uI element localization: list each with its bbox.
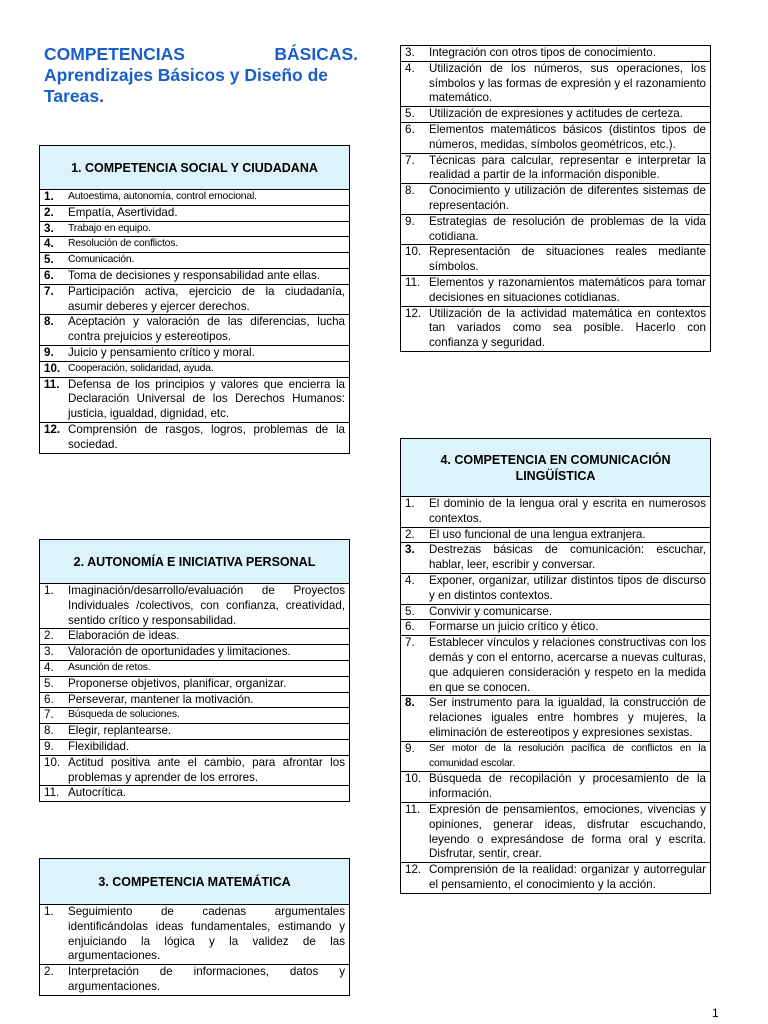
list-item — [401, 154, 710, 185]
list-item — [40, 315, 349, 346]
item-number: 1. — [44, 190, 54, 203]
item-text: Trabajo en equipo. — [68, 222, 151, 234]
item-text: Elegir, replantearse. — [68, 724, 172, 738]
list-item — [40, 629, 349, 645]
item-text: Perseverar, mantener la motivación. — [68, 692, 254, 706]
box-list — [40, 584, 349, 801]
item-number: 5. — [44, 253, 54, 267]
item-text: Formarse un juicio crítico y ético. — [429, 620, 599, 634]
item-text: Ser motor de la resolución pacífica de conflictos en la comunidad escolar. — [429, 742, 706, 769]
title-subtitle: Aprendizajes Básicos y Diseño de Tareas. — [44, 65, 328, 106]
list-item — [40, 362, 349, 378]
list-item — [401, 803, 710, 863]
item-number: 7. — [405, 153, 415, 167]
list-item — [40, 786, 349, 801]
item-text: Convivir y comunicarse. — [429, 604, 553, 618]
box-header: 1. COMPETENCIA SOCIAL Y CIUDADANA — [40, 146, 349, 190]
item-text: Flexibilidad. — [68, 739, 130, 753]
item-text: Valoración de oportunidades y limitaciones. — [68, 645, 291, 659]
item-text: Participación activa, ejercicio de la ciudadanía, asumir deberes y ejercer derechos. — [68, 284, 345, 313]
item-text: Integración con otros tipos de conocimiento. — [429, 46, 656, 59]
list-item — [401, 620, 710, 636]
item-number: 8. — [405, 696, 415, 710]
box-linguistica — [400, 438, 711, 894]
item-text: Técnicas para calcular, representar e interpretar la realidad a partir de la información disponible. — [429, 153, 706, 182]
box-list — [401, 497, 710, 893]
item-number: 8. — [44, 315, 54, 329]
item-number: 2. — [44, 965, 54, 979]
item-number: 12. — [405, 863, 422, 877]
item-text: Utilización de la actividad matemática en contextos tan variados como sea posible. Hacerlo con confianza y seguridad. — [429, 306, 706, 350]
list-item — [40, 253, 349, 269]
list-item — [40, 190, 349, 206]
list-item — [40, 965, 349, 995]
item-number: 2. — [44, 205, 54, 219]
item-number: 4. — [44, 237, 54, 251]
item-number: 3. — [44, 645, 54, 659]
item-text: Defensa de los principios y valores que encierra la Declaración Universal de los Derechos Humanos: justicia, igualdad, dignidad, etc. — [68, 377, 345, 421]
item-number: 9. — [405, 741, 415, 755]
item-number: 4. — [405, 573, 415, 587]
item-text: Comprensión de rasgos, logros, problemas de la sociedad. — [68, 422, 345, 451]
list-item — [40, 724, 349, 740]
item-text: Búsqueda de recopilación y procesamiento de la información. — [429, 772, 706, 801]
item-text: Destrezas básicas de comunicación: escuchar, hablar, leer, escribir y conversar. — [429, 543, 706, 572]
item-text: Imaginación/desarrollo/evaluación de Proyectos Individuales /colectivos, con confianza, creatividad, sentido crítico y responsabilidad. — [68, 584, 345, 627]
box-social — [39, 145, 350, 454]
list-item — [401, 636, 710, 696]
list-item — [401, 307, 710, 351]
item-text: Autoestima, autonomía, control emocional. — [68, 191, 257, 202]
item-text: Utilización de expresiones y actitudes de certeza. — [429, 107, 683, 121]
item-number: 1. — [44, 584, 54, 597]
list-item — [401, 528, 710, 544]
item-number: 8. — [405, 184, 415, 198]
list-item — [401, 605, 710, 621]
item-number: 9. — [405, 214, 415, 228]
item-text: Comunicación. — [68, 254, 135, 266]
box-autonomia — [39, 539, 350, 802]
item-number: 3. — [405, 543, 415, 557]
item-text: El dominio de la lengua oral y escrita en numerosos contextos. — [429, 497, 706, 525]
box-header: 4. COMPETENCIA EN COMUNICACIÓN LINGÜÍSTICA — [401, 439, 710, 497]
item-number: 1. — [405, 497, 415, 510]
item-text: Autocrítica. — [68, 786, 126, 800]
item-number: 12. — [44, 422, 61, 436]
list-item — [40, 661, 349, 677]
item-number: 10. — [405, 772, 422, 786]
box-header: 3. COMPETENCIA MATEMÁTICA — [40, 859, 349, 905]
list-item — [40, 269, 349, 285]
item-text: Establecer vínculos y relaciones constructivas con los demás y con el entorno, acercarse a nuevas culturas, que adquieren consideración y respeto en la medida en que se conocen. — [429, 636, 706, 694]
item-text: Actitud positiva ante el cambio, para afrontar los problemas y aprender de los errores. — [68, 755, 345, 784]
item-number: 4. — [44, 660, 54, 674]
item-number: 3. — [405, 46, 415, 59]
item-text: El uso funcional de una lengua extranjera. — [429, 527, 646, 541]
list-item — [401, 543, 710, 574]
list-item — [401, 123, 710, 154]
item-number: 10. — [44, 755, 61, 769]
list-item — [40, 708, 349, 724]
item-text: Ser instrumento para la igualdad, la construcción de relaciones iguales entre hombres y mujeres, la eliminación de estereotipos y expresiones sexistas. — [429, 696, 706, 739]
item-number: 7. — [405, 636, 415, 650]
list-item — [40, 423, 349, 453]
list-item — [401, 742, 710, 773]
item-number: 10. — [405, 245, 422, 259]
item-number: 8. — [44, 724, 54, 738]
item-text: Búsqueda de soluciones. — [68, 709, 180, 721]
list-item — [401, 497, 710, 528]
item-text: Representación de situaciones reales mediante símbolos. — [429, 245, 706, 274]
item-number: 5. — [405, 604, 415, 618]
list-item — [40, 378, 349, 423]
item-number: 11. — [44, 377, 60, 391]
item-text: Empatía, Asertividad. — [68, 205, 178, 219]
item-number: 7. — [44, 708, 54, 722]
item-text: Elementos y razonamientos matemáticos para tomar decisiones en situaciones cotidianas. — [429, 275, 706, 304]
item-number: 11. — [405, 275, 421, 289]
item-number: 5. — [44, 676, 54, 690]
list-item — [401, 107, 710, 123]
list-item — [401, 772, 710, 803]
list-item — [401, 863, 710, 893]
item-number: 11. — [44, 786, 60, 800]
list-item — [401, 276, 710, 307]
item-text: Interpretación de informaciones, datos y argumentaciones. — [68, 965, 345, 993]
item-text: Juicio y pensamiento crítico y moral. — [68, 345, 255, 359]
item-number: 1. — [44, 905, 54, 918]
item-number: 6. — [44, 268, 54, 282]
list-item — [401, 46, 710, 62]
list-item — [40, 693, 349, 709]
item-text: Conocimiento y utilización de diferentes sistemas de representación. — [429, 184, 706, 212]
item-number: 4. — [405, 61, 415, 75]
list-item — [40, 346, 349, 362]
list-item — [401, 245, 710, 276]
item-number: 3. — [44, 221, 54, 235]
list-item — [40, 584, 349, 629]
item-number: 9. — [44, 345, 54, 359]
item-text: Utilización de los números, sus operaciones, los símbolos y las formas de expresión y el razonamiento matemático. — [429, 61, 706, 105]
list-item — [40, 677, 349, 693]
item-text: Expresión de pensamientos, emociones, vivencias y opiniones, generar ideas, disfrutar escuchando, leyendo o expresándose de forma oral y escrita. Disfrutar, sentir, crear. — [429, 802, 706, 861]
item-text: Elaboración de ideas. — [68, 629, 180, 643]
list-item — [40, 740, 349, 756]
list-item — [40, 222, 349, 238]
list-item — [40, 645, 349, 661]
list-item — [401, 696, 710, 741]
list-item — [401, 62, 710, 107]
item-text: Estrategias de resolución de problemas de la vida cotidiana. — [429, 214, 706, 243]
title-word-2: BÁSICAS. — [274, 44, 358, 64]
box-matematica — [39, 858, 350, 996]
list-item — [40, 285, 349, 316]
box-matematica-cont — [400, 45, 711, 352]
item-number: 10. — [44, 361, 61, 375]
list-item — [40, 237, 349, 253]
list-item — [401, 215, 710, 246]
item-text: Asunción de retos. — [68, 661, 151, 673]
item-text: Seguimiento de cadenas argumentales identificándolas ideas fundamentales, estimando y enjuiciando la lógica y la validez de las argumentaciones. — [68, 905, 345, 963]
box-list — [40, 905, 349, 995]
item-number: 12. — [405, 306, 422, 320]
box-list — [40, 190, 349, 453]
list-item — [401, 574, 710, 605]
title-word-1: COMPETENCIAS — [44, 44, 185, 64]
item-number: 7. — [44, 284, 54, 298]
item-number: 6. — [44, 692, 54, 706]
item-text: Comprensión de la realidad: organizar y autorregular el pensamiento, el conocimiento y la acción. — [429, 863, 706, 891]
item-number: 6. — [405, 122, 415, 136]
page-title — [44, 44, 358, 107]
list-item — [40, 756, 349, 787]
item-number: 2. — [44, 629, 54, 643]
item-number: 2. — [405, 527, 415, 541]
item-text: Aceptación y valoración de las diferencias, lucha contra prejuicios y estereotipos. — [68, 315, 345, 344]
page-number: 1 — [712, 1006, 719, 1020]
item-text: Resolución de conflictos. — [68, 238, 178, 250]
item-text: Exponer, organizar, utilizar distintos tipos de discurso y en distintos contextos. — [429, 573, 706, 602]
item-text: Toma de decisiones y responsabilidad ante ellas. — [68, 268, 320, 282]
item-number: 6. — [405, 620, 415, 634]
box-header: 2. AUTONOMÍA E INICIATIVA PERSONAL — [40, 540, 349, 584]
item-text: Elementos matemáticos básicos (distintos tipos de números, medidas, símbolos geométricos, etc.). — [429, 122, 706, 151]
item-number: 9. — [44, 739, 54, 753]
item-number: 11. — [405, 802, 421, 816]
item-text: Proponerse objetivos, planificar, organizar. — [68, 676, 287, 690]
item-text: Cooperación, solidaridad, ayuda. — [68, 362, 214, 374]
box-list — [401, 46, 710, 351]
list-item — [40, 905, 349, 965]
item-number: 5. — [405, 107, 415, 121]
list-item — [401, 184, 710, 215]
list-item — [40, 206, 349, 222]
